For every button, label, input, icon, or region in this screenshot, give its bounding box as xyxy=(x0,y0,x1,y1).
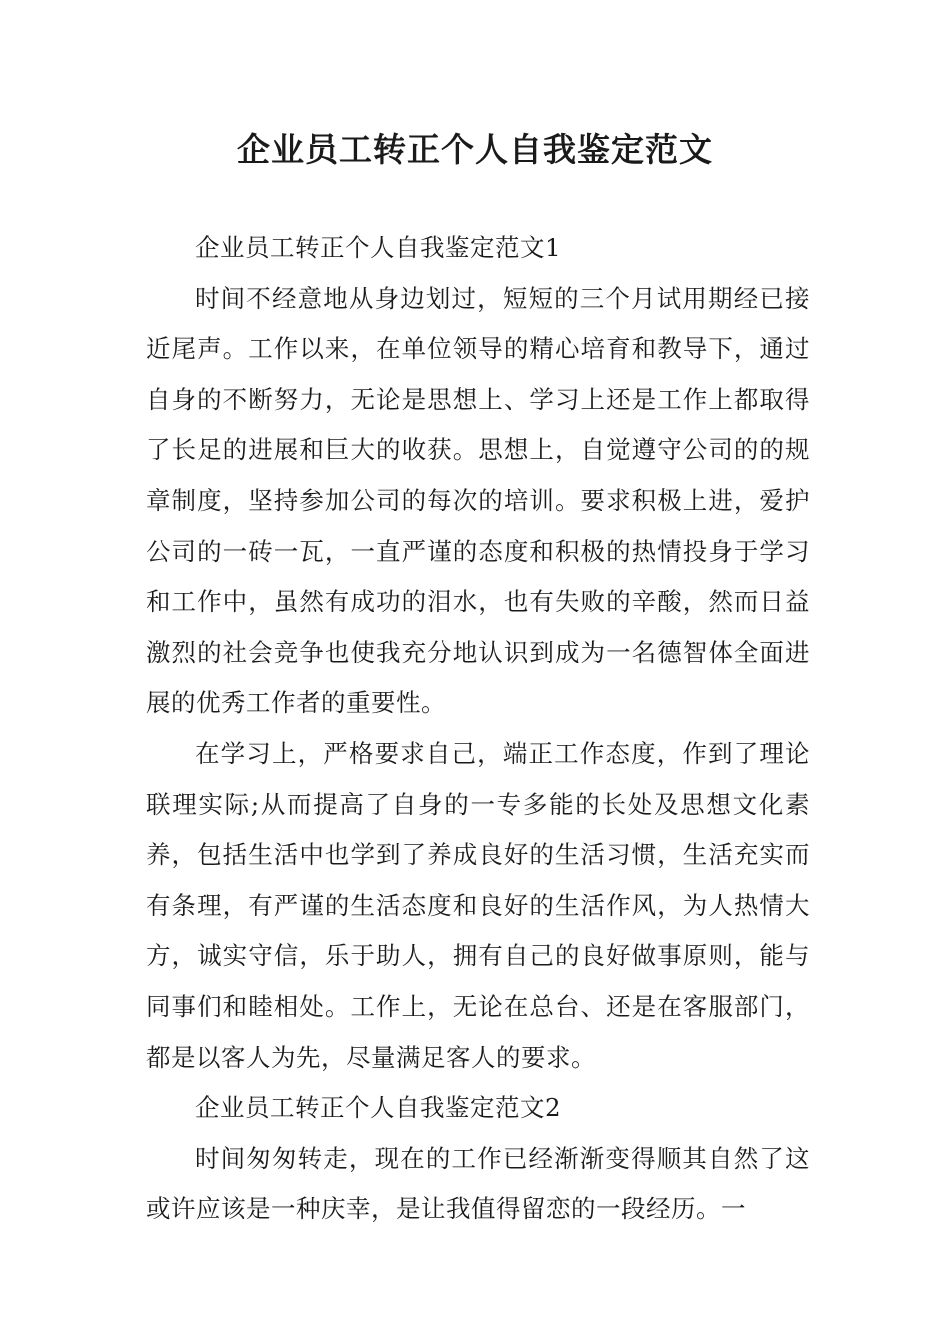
section-heading-1: 企业员工转正个人自我鉴定范文1 xyxy=(195,233,562,262)
document-title: 企业员工转正个人自我鉴定范文 xyxy=(237,130,713,169)
section-heading-2: 企业员工转正个人自我鉴定范文2 xyxy=(195,1093,562,1123)
paragraph-1: 时间不经意地从身边划过，短短的三个月试用期经已接近尾声。工作以来，在单位领导的精心培育和教导下，通过自身的不断努力，无论是思想上、学习上还是工作上都取得了长足的进展和巨大的收获。思想上，自觉遵守公司的的规章制度，坚持参加公司的每次的培训。要求积极上进，爱护公司的一砖一瓦，一直严谨的态度和积极的热情投身于学习和工作中，虽然有成功的泪水，也有失败的辛酸，然而日益激烈的社会竞争也使我充分地认识到成为一名德智体全面进展的优秀工作者的重要性。 xyxy=(146,283,810,718)
paragraph-3: 时间匆匆转走，现在的工作已经渐渐变得顺其自然了这或许应该是一种庆幸，是让我值得留恋的一段经历。一 xyxy=(146,1143,810,1224)
paragraph-2: 在学习上，严格要求自己，端正工作态度，作到了理论联理实际;从而提高了自身的一专多能的长处及思想文化素养，包括生活中也学到了养成良好的生活习惯，生活充实而有条理，有严谨的生活态度和良好的生活作风，为人热情大方，诚实守信，乐于助人，拥有自己的良好做事原则，能与同事们和睦相处。工作上，无论在总台、还是在客服部门，都是以客人为先，尽量满足客人的要求。 xyxy=(146,738,810,1072)
document-body xyxy=(146,223,810,1235)
